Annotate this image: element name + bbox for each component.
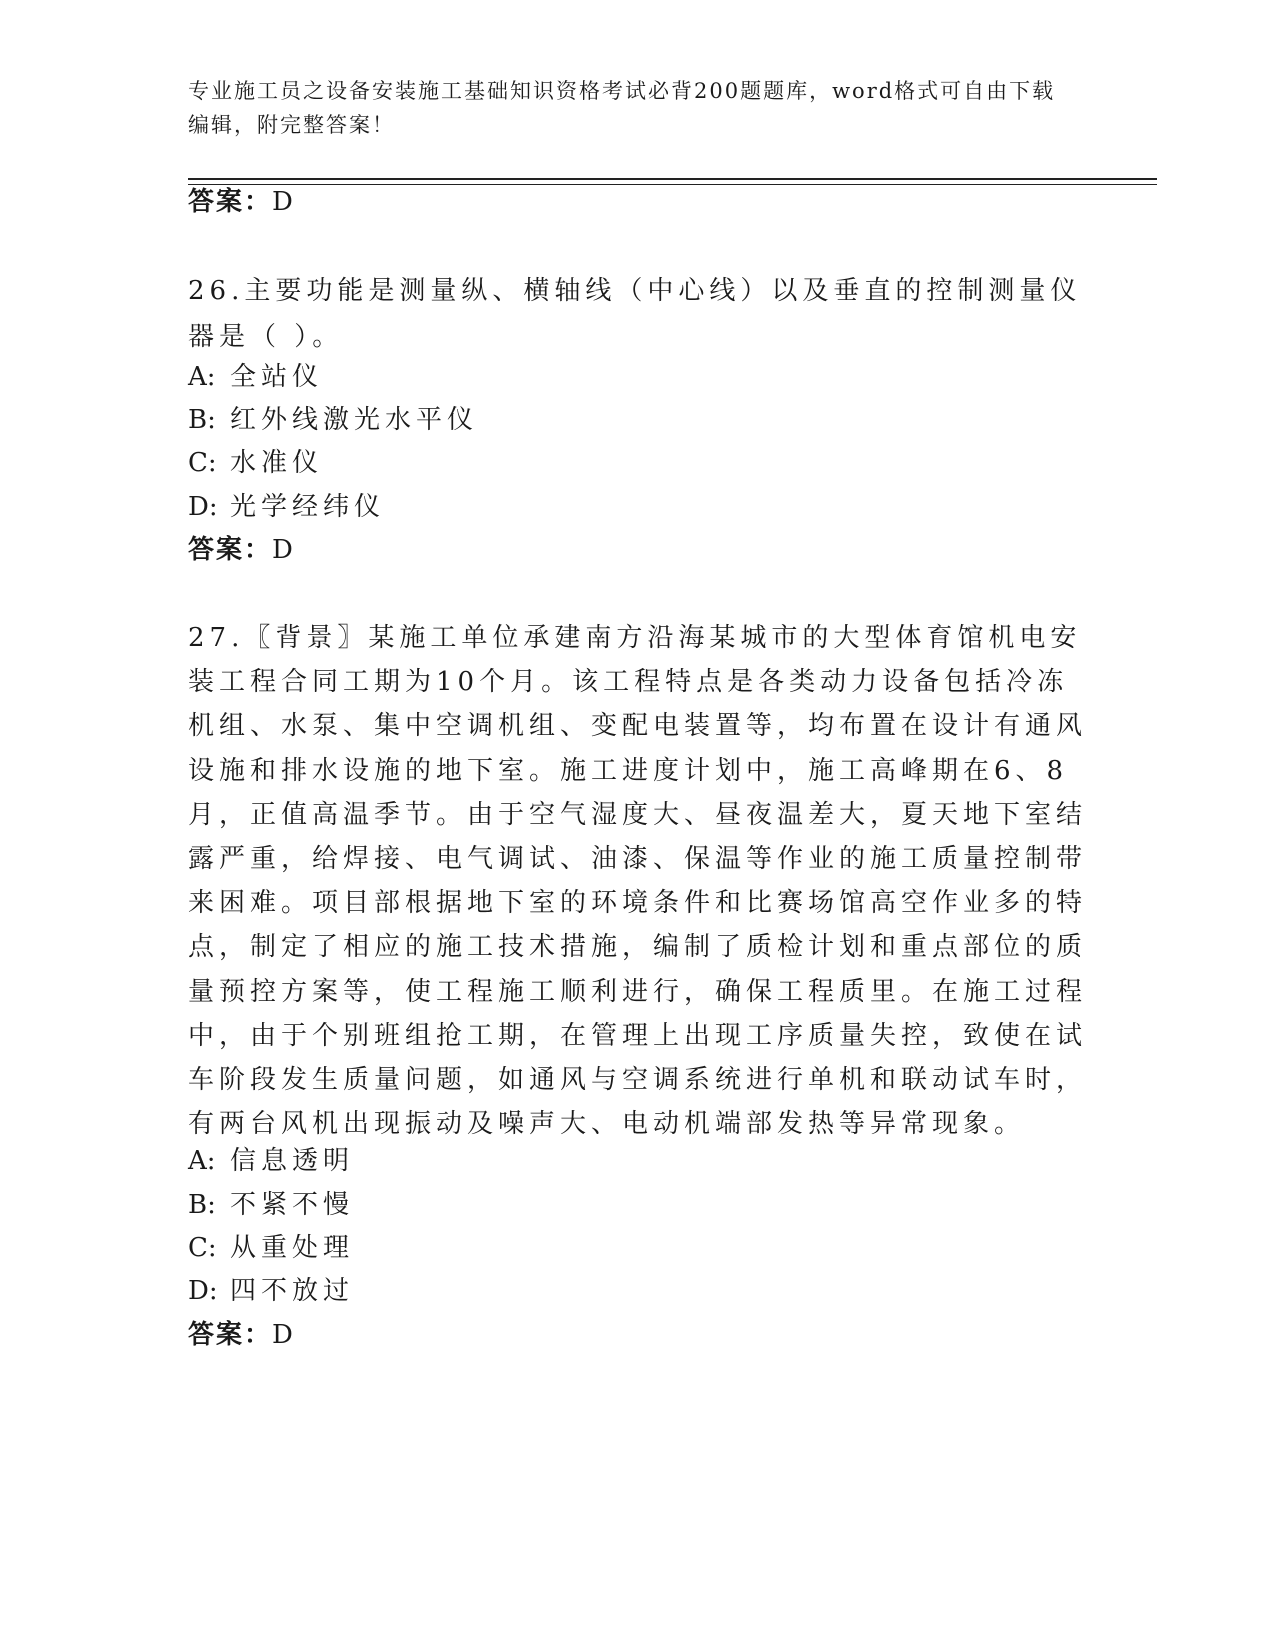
option-text: 四不放过: [230, 1276, 355, 1306]
option-text: 光学经纬仪: [230, 492, 386, 522]
option-letter: D:: [188, 492, 218, 522]
option-text: 不紧不慢: [230, 1190, 355, 1220]
question-26-stem: 26.主要功能是测量纵、横轴线（中心线）以及垂直的控制测量仪器是（ ）。: [188, 276, 1082, 352]
answer-label: 答案：: [188, 1320, 273, 1350]
option-text: 全站仪: [230, 362, 324, 392]
question-27-answer: [188, 1317, 295, 1353]
question-27-option-c: [188, 1230, 354, 1266]
question-27-option-d: [188, 1273, 354, 1309]
option-letter: B:: [188, 1190, 216, 1220]
question-26-answer: [188, 532, 295, 568]
option-letter: C:: [188, 448, 217, 478]
answer-value: D: [272, 187, 295, 217]
question-26-option-a: [188, 359, 323, 395]
option-letter: A:: [188, 1146, 216, 1176]
option-text: 水准仪: [230, 448, 324, 478]
option-letter: C:: [188, 1233, 217, 1263]
option-text: 信息透明: [230, 1146, 355, 1176]
option-letter: D:: [188, 1276, 218, 1306]
question-27-option-b: [188, 1187, 354, 1223]
question-26-option-c: [188, 445, 323, 481]
answer-value: D: [272, 535, 295, 565]
option-text: 红外线激光水平仪: [230, 405, 479, 435]
answer-prev: [188, 184, 295, 220]
answer-label: 答案：: [188, 535, 273, 565]
question-26-option-d: [188, 489, 385, 525]
option-text: 从重处理: [230, 1233, 355, 1263]
answer-label: 答案：: [188, 187, 273, 217]
question-26-option-b: [188, 402, 478, 438]
document-header: 专业施工员之设备安装施工基础知识资格考试必背200题题库，word格式可自由下载编辑，附完整答案！: [188, 79, 1056, 137]
question-27-option-a: [188, 1143, 354, 1179]
question-27-stem: 27.〖背景〗某施工单位承建南方沿海某城市的大型体育馆机电安装工程合同工期为10个月。该工程特点是各类动力设备包括冷冻机组、水泵、集中空调机组、变配电装置等，均布置在设计有通风设施和排水设施的地下室。施工进度计划中，施工高峰期在6、8月，正值高温季节。由于空气湿度大、昼夜温差大，夏天地下室结露严重，给焊接、电气调试、油漆、保温等作业的施工质量控制带来困难。项目部根据地下室的环境条件和比赛场馆高空作业多的特点，制定了相应的施工技术措施，编制了质检计划和重点部位的质量预控方案等，使工程施工顺利进行，确保工程质里。在施工过程中，由于个别班组抢工期，在管理上出现工序质量失控，致使在试车阶段发生质量问题，如通风与空调系统进行单机和联动试车时，有两台风机出现振动及噪声大、电动机端部发热等异常现象。: [188, 623, 1088, 1140]
option-letter: A:: [188, 362, 216, 392]
answer-value: D: [272, 1320, 295, 1350]
header-rule-thick: [188, 178, 1157, 180]
header-rule-thin: [188, 184, 1157, 185]
option-letter: B:: [188, 405, 216, 435]
